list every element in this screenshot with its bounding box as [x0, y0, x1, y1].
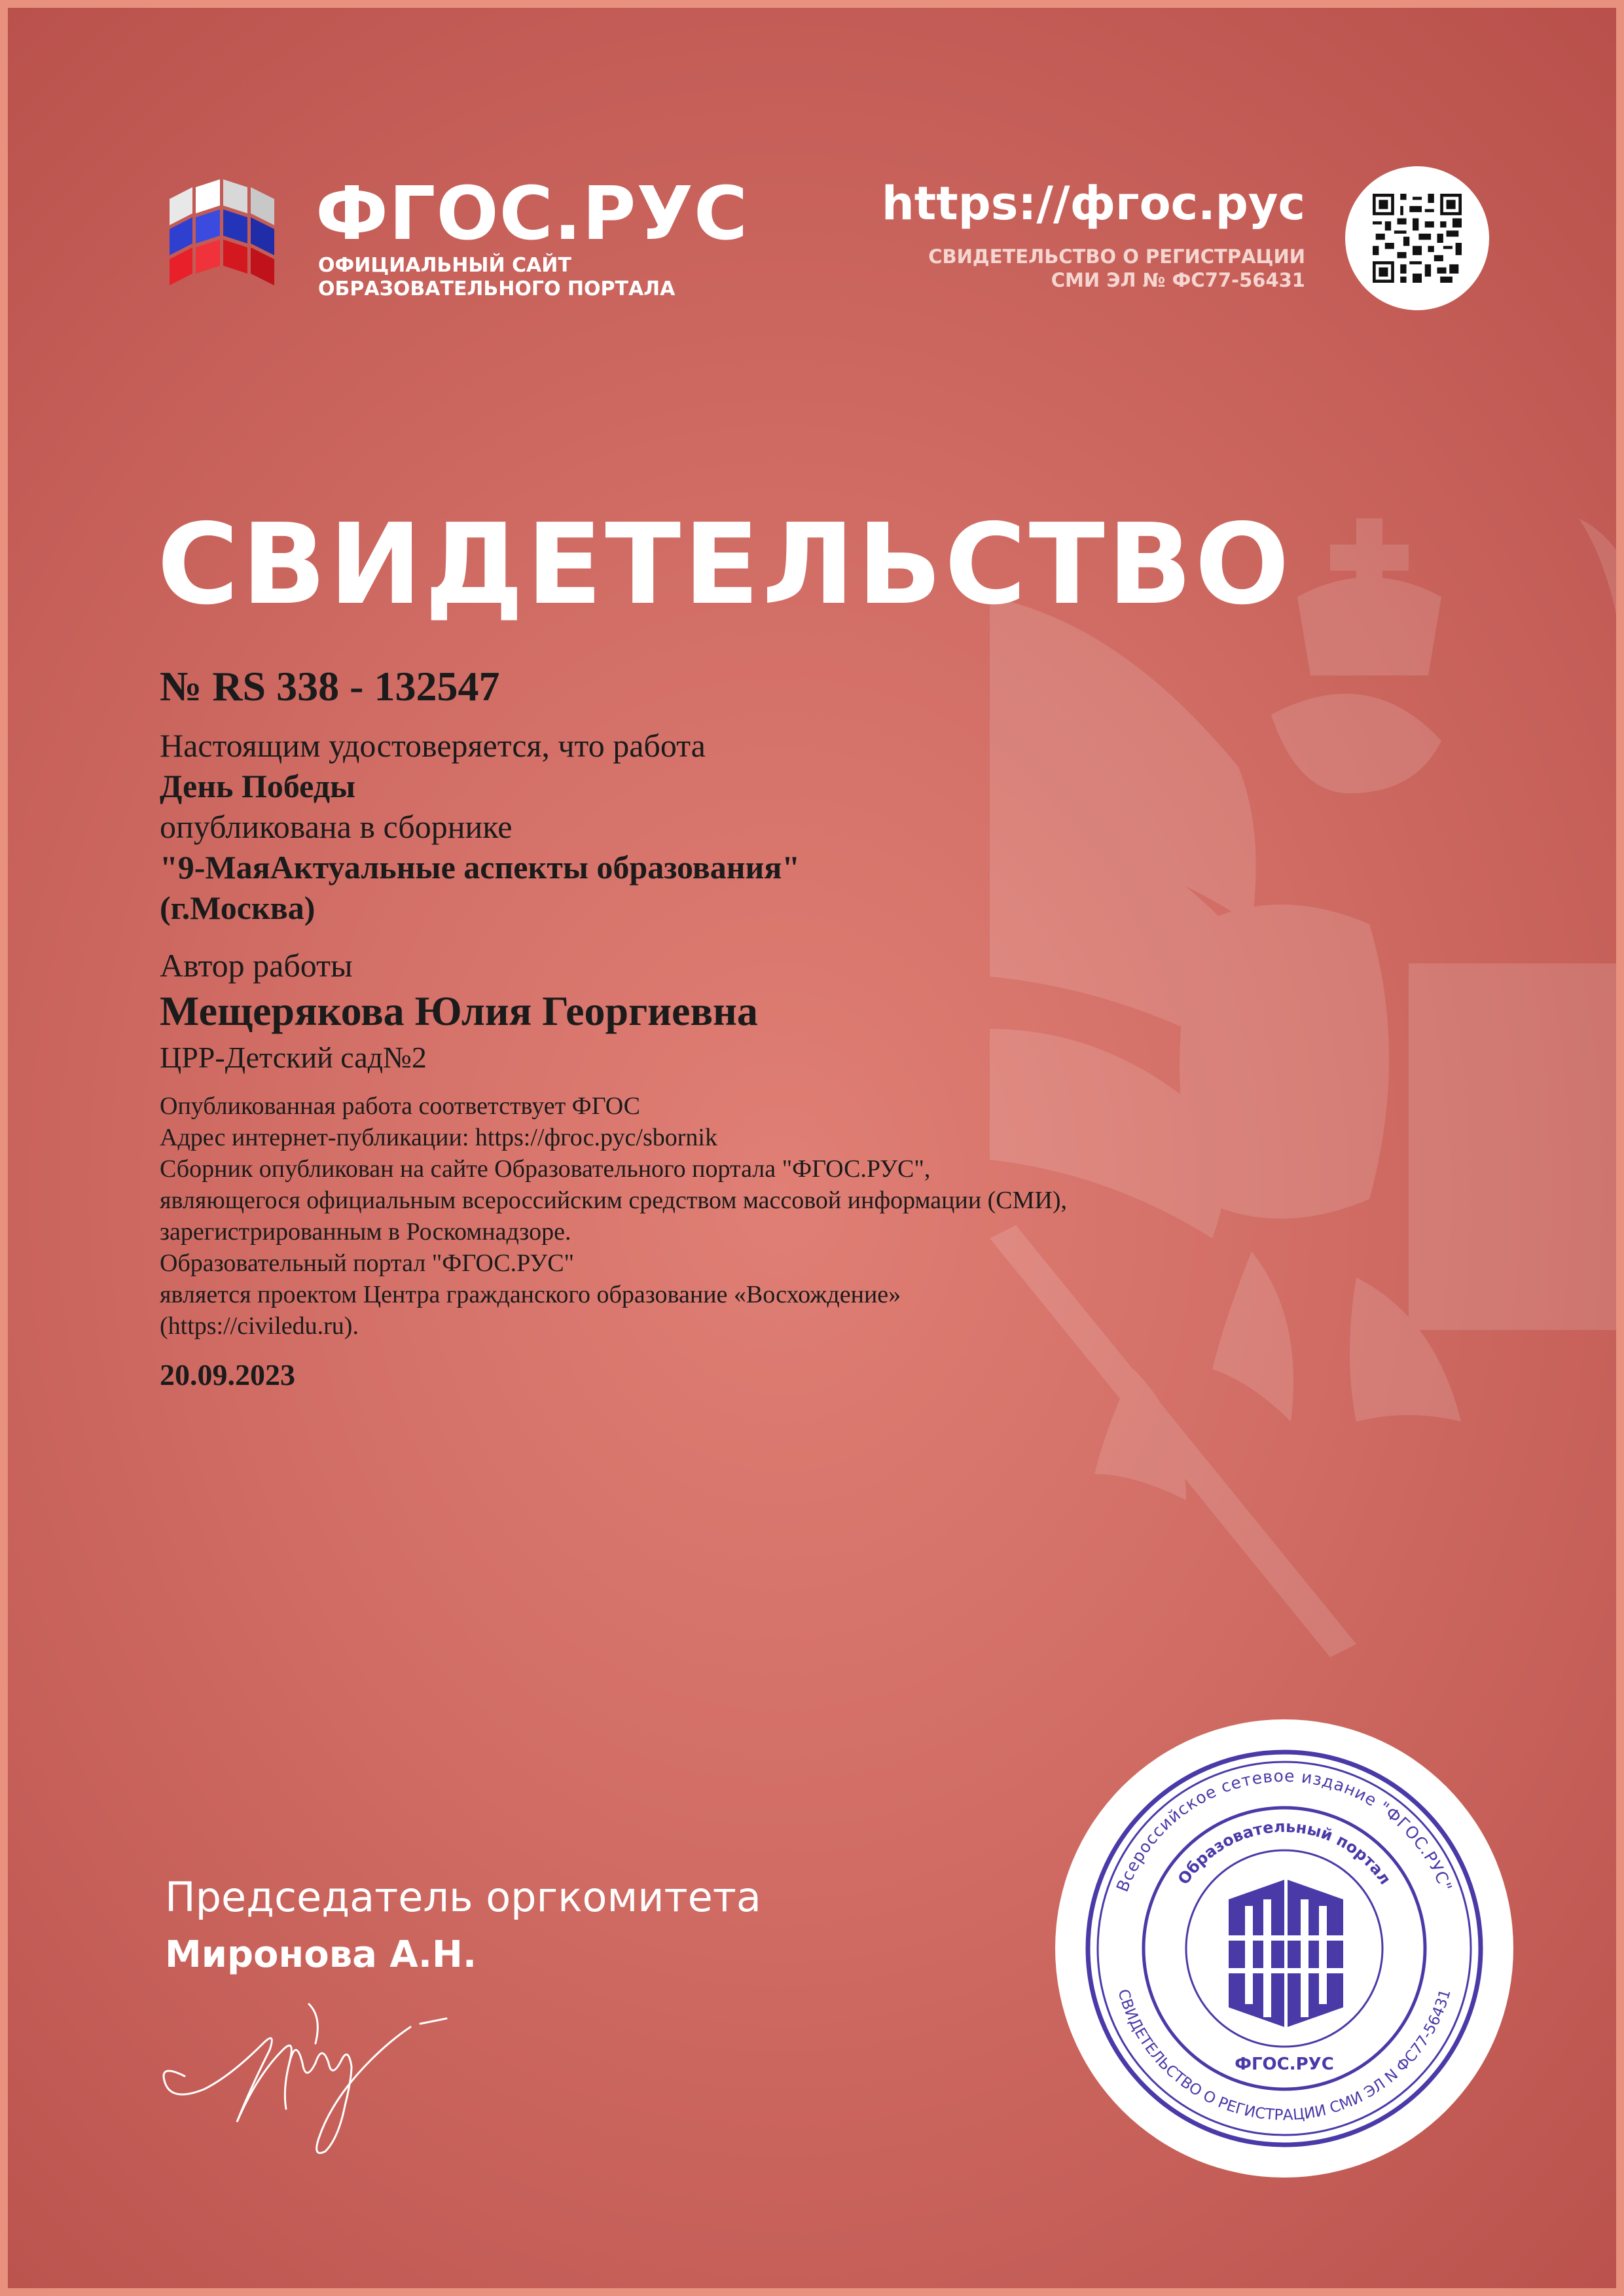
logo-subtitle-line: ОФИЦИАЛЬНЫЙ САЙТ	[318, 254, 571, 277]
detail-line: Сборник опубликован на сайте Образовательного портала "ФГОС.РУС",	[160, 1155, 931, 1183]
certificate-date: 20.09.2023	[160, 1358, 295, 1391]
registration-line: СМИ ЭЛ № ФС77-56431	[1051, 269, 1305, 291]
detail-line: Образовательный портал "ФГОС.РУС"	[160, 1249, 575, 1277]
seal-center-text: ФГОС.РУС	[1235, 2054, 1334, 2074]
certificate-title: СВИДЕТЕЛЬСТВО	[157, 500, 1292, 630]
qr-code-icon	[1373, 194, 1462, 283]
svg-text:Образовательный портал	[1174, 1818, 1394, 1888]
intro-text: Настоящим удостоверяется, что работа	[160, 727, 706, 764]
detail-line: Адрес интернет-публикации: https://фгос.рус/sbornik	[160, 1124, 717, 1151]
detail-line: зарегистрированным в Роскомнадзоре.	[160, 1218, 571, 1246]
author-organization: ЦРР-Детский сад№2	[160, 1041, 427, 1074]
site-url[interactable]: https://фгос.рус	[881, 177, 1305, 230]
qr-code-badge[interactable]	[1345, 166, 1489, 310]
certificate-number: № RS 338 - 132547	[160, 663, 500, 709]
collection-title: "9-МаяАктуальные аспекты образования"	[160, 849, 801, 886]
certificate-body	[160, 662, 1272, 1392]
author-name: Мещерякова Юлия Георгиевна	[160, 988, 758, 1034]
chair-name: Миронова А.Н.	[165, 1933, 477, 1976]
flag-cubes-logo-icon	[160, 179, 284, 304]
registration-info	[928, 245, 1305, 292]
detail-line: является проектом Центра гражданского образование «Восхождение»	[160, 1281, 901, 1308]
logo-title: ФГОС.РУС	[316, 171, 749, 257]
official-seal	[1055, 1719, 1513, 2178]
chair-label: Председатель оргкомитета	[165, 1873, 761, 1921]
seal-outer-text: Всероссийское сетевое издание "ФГОС.РУС"	[1112, 1766, 1456, 1895]
seal-stamp-icon	[1055, 1719, 1513, 2178]
published-in-text: опубликована в сборнике	[160, 808, 513, 845]
author-label: Автор работы	[160, 947, 353, 984]
logo-subtitle-line: ОБРАЗОВАТЕЛЬНОГО ПОРТАЛА	[318, 278, 676, 300]
detail-line: (https://civiledu.ru).	[160, 1312, 359, 1340]
collection-city: (г.Москва)	[160, 889, 316, 926]
seal-bottom-text: СВИДЕТЕЛЬСТВО О РЕГИСТРАЦИИ СМИ ЭЛ N ФС77-56431	[1114, 1987, 1454, 2125]
detail-line: Опубликованная работа соответствует ФГОС	[160, 1092, 640, 1120]
seal-inner-text: Образовательный портал	[1174, 1817, 1395, 1888]
registration-line: СВИДЕТЕЛЬСТВО О РЕГИСТРАЦИИ	[928, 245, 1305, 268]
logo-subtitle	[318, 254, 675, 301]
handwritten-signature	[145, 1965, 473, 2161]
work-title: День Победы	[160, 768, 356, 804]
detail-line: являющегося официальным всероссийским средством массовой информации (СМИ),	[160, 1187, 1068, 1214]
